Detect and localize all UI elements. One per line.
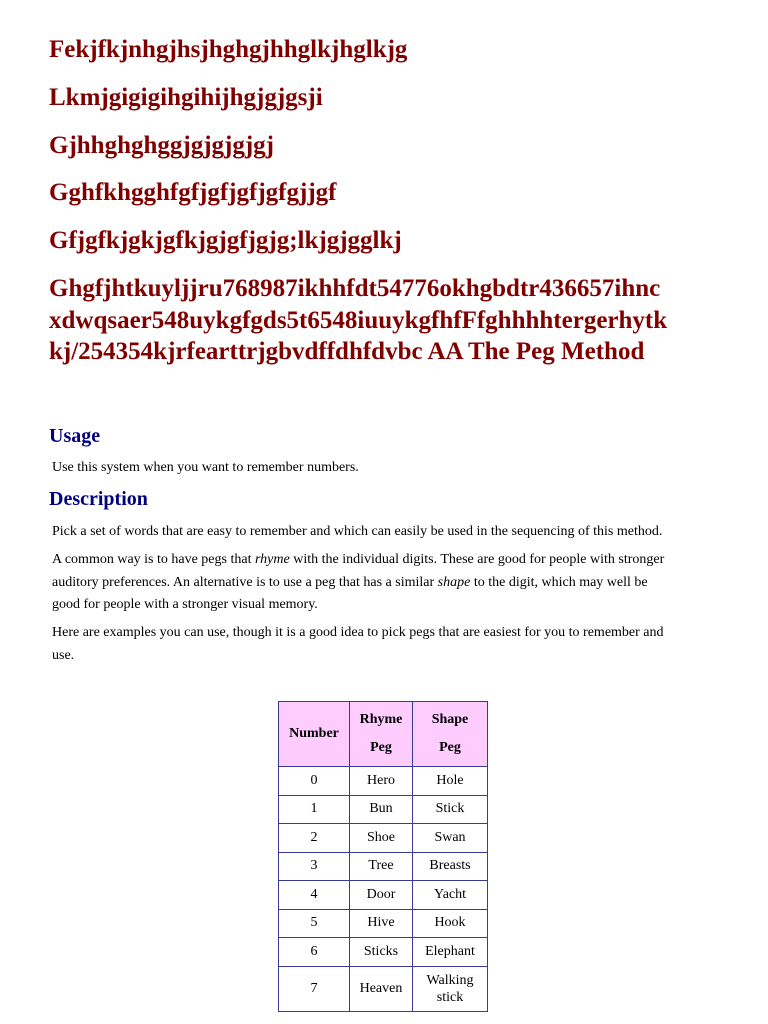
cell-number: 1 [279, 795, 350, 824]
cell-shape: Hook [413, 909, 488, 938]
cell-rhyme: Shoe [350, 824, 413, 853]
header-rhyme-line-2: Peg [370, 740, 392, 755]
header-rhyme-peg [350, 702, 413, 767]
description-paragraph-3 [52, 622, 722, 667]
cell-number: 2 [279, 824, 350, 853]
text-run: with the individual digits. These are good for people with stronger [289, 552, 665, 567]
paragraph-3-line-1: Here are examples you can use, though it is a good idea to pick pegs that are easiest for you to remember and [52, 625, 664, 640]
table-row [279, 881, 488, 910]
cell-shape [413, 966, 488, 1011]
paragraph-2-line-2 [52, 572, 722, 595]
table-row [279, 767, 488, 796]
header-number: Number [279, 702, 350, 767]
table-row [279, 852, 488, 881]
text-run: to the digit, which may well be [470, 574, 648, 590]
description-heading: Description [49, 488, 148, 510]
emphasis-rhyme: rhyme [254, 552, 290, 567]
cell-number: 0 [279, 767, 350, 796]
heading-5: Gfjgfkjgkjgfkjgjgfjgjg;lkjgjgglkj [49, 227, 402, 254]
heading-4: Gghfkhgghfgfjgfjgfjgfgjjgf [49, 179, 337, 206]
header-shape-line-2: Peg [439, 740, 461, 755]
header-shape-peg [413, 702, 488, 767]
heading-2: Lkmjgigigihgihijhgjgjgsji [49, 84, 323, 111]
cell-rhyme: Tree [350, 852, 413, 881]
peg-table [278, 701, 488, 1012]
cell-shape: Stick [413, 795, 488, 824]
emphasis-shape: shape [437, 574, 471, 590]
cell-number: 6 [279, 938, 350, 967]
cell-shape: Yacht [413, 881, 488, 910]
cell-number: 3 [279, 852, 350, 881]
cell-shape: Breasts [413, 852, 488, 881]
cell-shape: Hole [413, 767, 488, 796]
cell-rhyme: Sticks [350, 938, 413, 967]
cell-number: 5 [279, 909, 350, 938]
table-row [279, 795, 488, 824]
cell-shape: Elephant [413, 938, 488, 967]
page-title-line-1: Ghgfjhtkuyljjru768987ikhhfdt54776okhgbdtr436657ihnc [49, 275, 661, 302]
page-title-line-2: xdwqsaer548uykgfgds5t6548iuuykgfhfFfghhhhtergerhytk [49, 306, 668, 334]
page-title [49, 273, 729, 368]
cell-rhyme: Heaven [350, 966, 413, 1011]
page-title-line-3: kj/254354kjrfearttrjgbvdffdhfdvbc AA The Peg Method [49, 338, 645, 365]
cell-rhyme: Hero [350, 767, 413, 796]
cell-shape-line-1: Walking [426, 972, 474, 988]
cell-number: 4 [279, 881, 350, 910]
cell-rhyme: Bun [350, 795, 413, 824]
table-row [279, 966, 488, 1011]
cell-rhyme: Hive [350, 909, 413, 938]
paragraph-2-line-3: good for people with a stronger visual memory. [52, 597, 318, 612]
table-row [279, 824, 488, 853]
description-paragraph-1: Pick a set of words that are easy to remember and which can easily be used in the sequencing of this method. [52, 524, 663, 539]
paragraph-3-line-2: use. [52, 647, 75, 663]
table-row [279, 938, 488, 967]
cell-shape-line-2: stick [436, 989, 464, 1005]
description-paragraph-2 [52, 549, 722, 617]
paragraph-2-line-1 [52, 549, 722, 572]
text-run: A common way is to have pegs that [52, 552, 255, 567]
text-run: auditory preferences. An alternative is to use a peg that has a similar [52, 574, 438, 590]
cell-shape: Swan [413, 824, 488, 853]
table-header-row [279, 702, 488, 767]
cell-number: 7 [279, 966, 350, 1011]
header-rhyme-line-1: Rhyme [359, 712, 403, 727]
cell-rhyme: Door [350, 881, 413, 910]
header-shape-line-1: Shape [431, 712, 469, 727]
usage-heading: Usage [49, 425, 101, 447]
heading-1: Fekjfkjnhgjhsjhghgjhhglkjhglkjg [49, 36, 408, 63]
table-row [279, 909, 488, 938]
usage-text: Use this system when you want to remember numbers. [52, 460, 359, 475]
heading-3: Gjhhghghggjgjgjgjgj [49, 132, 275, 159]
